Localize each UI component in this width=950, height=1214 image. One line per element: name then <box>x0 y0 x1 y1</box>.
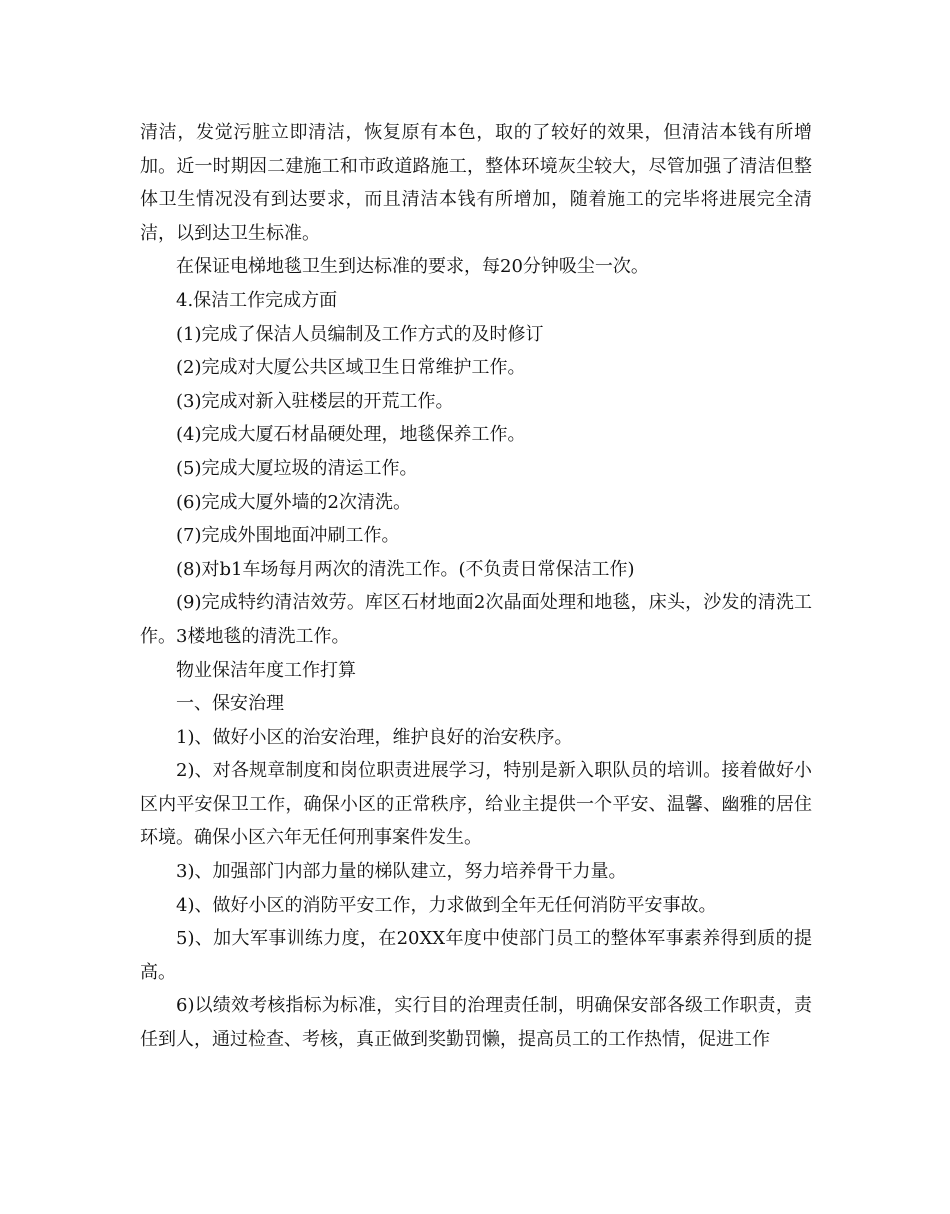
section-heading-cleaning-completion: 4.保洁工作完成方面 <box>176 289 338 311</box>
plan-item-6: 6)以绩效考核指标为标准，实行目的治理责任制，明确保安部各级工作职责，责任到人，通过检查、考核，真正做到奖勤罚懒，提高员工的工作热情，促进工作 <box>140 995 812 1051</box>
plan-item-4: 4)、做好小区的消防平安工作，力求做到全年无任何消防平安事故。 <box>176 894 717 916</box>
plan-item-3: 3)、加强部门内部力量的梯队建立，努力培养骨干力量。 <box>176 861 627 883</box>
section-heading-security: 一、保安治理 <box>176 693 284 715</box>
list-item-1: (1)完成了保洁人员编制及工作方式的及时修订 <box>176 323 544 345</box>
list-item-3: (3)完成对新入驻楼层的开荒工作。 <box>176 390 454 412</box>
list-item-7: (7)完成外围地面冲刷工作。 <box>176 525 400 547</box>
paragraph-continuation: 清洁，发觉污脏立即清洁，恢复原有本色，取的了较好的效果，但清洁本钱有所增加。近一时期因二建施工和市政道路施工，整体环境灰尘较大，尽管加强了清洁但整体卫生情况没有到达要求，而且清洁本钱有所增加，随着施工的完毕将进展完全清洁，以到达卫生标准。 <box>140 122 812 244</box>
paragraph-elevator-carpet: 在保证电梯地毯卫生到达标准的要求，每20分钟吸尘一次。 <box>176 256 649 278</box>
list-item-6: (6)完成大厦外墙的2次清洗。 <box>176 491 411 513</box>
list-item-4: (4)完成大厦石材晶硬处理，地毯保养工作。 <box>176 424 526 446</box>
list-item-9: (9)完成特约清洁效劳。库区石材地面2次晶面处理和地毯，床头，沙发的清洗工作。3楼地毯的清洗工作。 <box>140 592 812 647</box>
section-heading-annual-plan: 物业保洁年度工作打算 <box>176 659 356 681</box>
list-item-5: (5)完成大厦垃圾的清运工作。 <box>176 457 418 479</box>
plan-item-1: 1)、做好小区的治安治理，维护良好的治安秩序。 <box>176 726 573 748</box>
plan-item-2: 2)、对各规章制度和岗位职责进展学习，特别是新入职队员的培训。接着做好小区内平安保卫工作，确保小区的正常秩序，给业主提供一个平安、温馨、幽雅的居住环境。确保小区六年无任何刑事案件发生。 <box>140 760 812 849</box>
document-body <box>140 116 812 1057</box>
list-item-2: (2)完成对大厦公共区域卫生日常维护工作。 <box>176 357 526 379</box>
list-item-8: (8)对b1车场每月两次的清洗工作。(不负责日常保洁工作) <box>176 558 635 580</box>
plan-item-5: 5)、加大军事训练力度，在20XX年度中使部门员工的整体军事素养得到质的提高。 <box>140 928 812 983</box>
